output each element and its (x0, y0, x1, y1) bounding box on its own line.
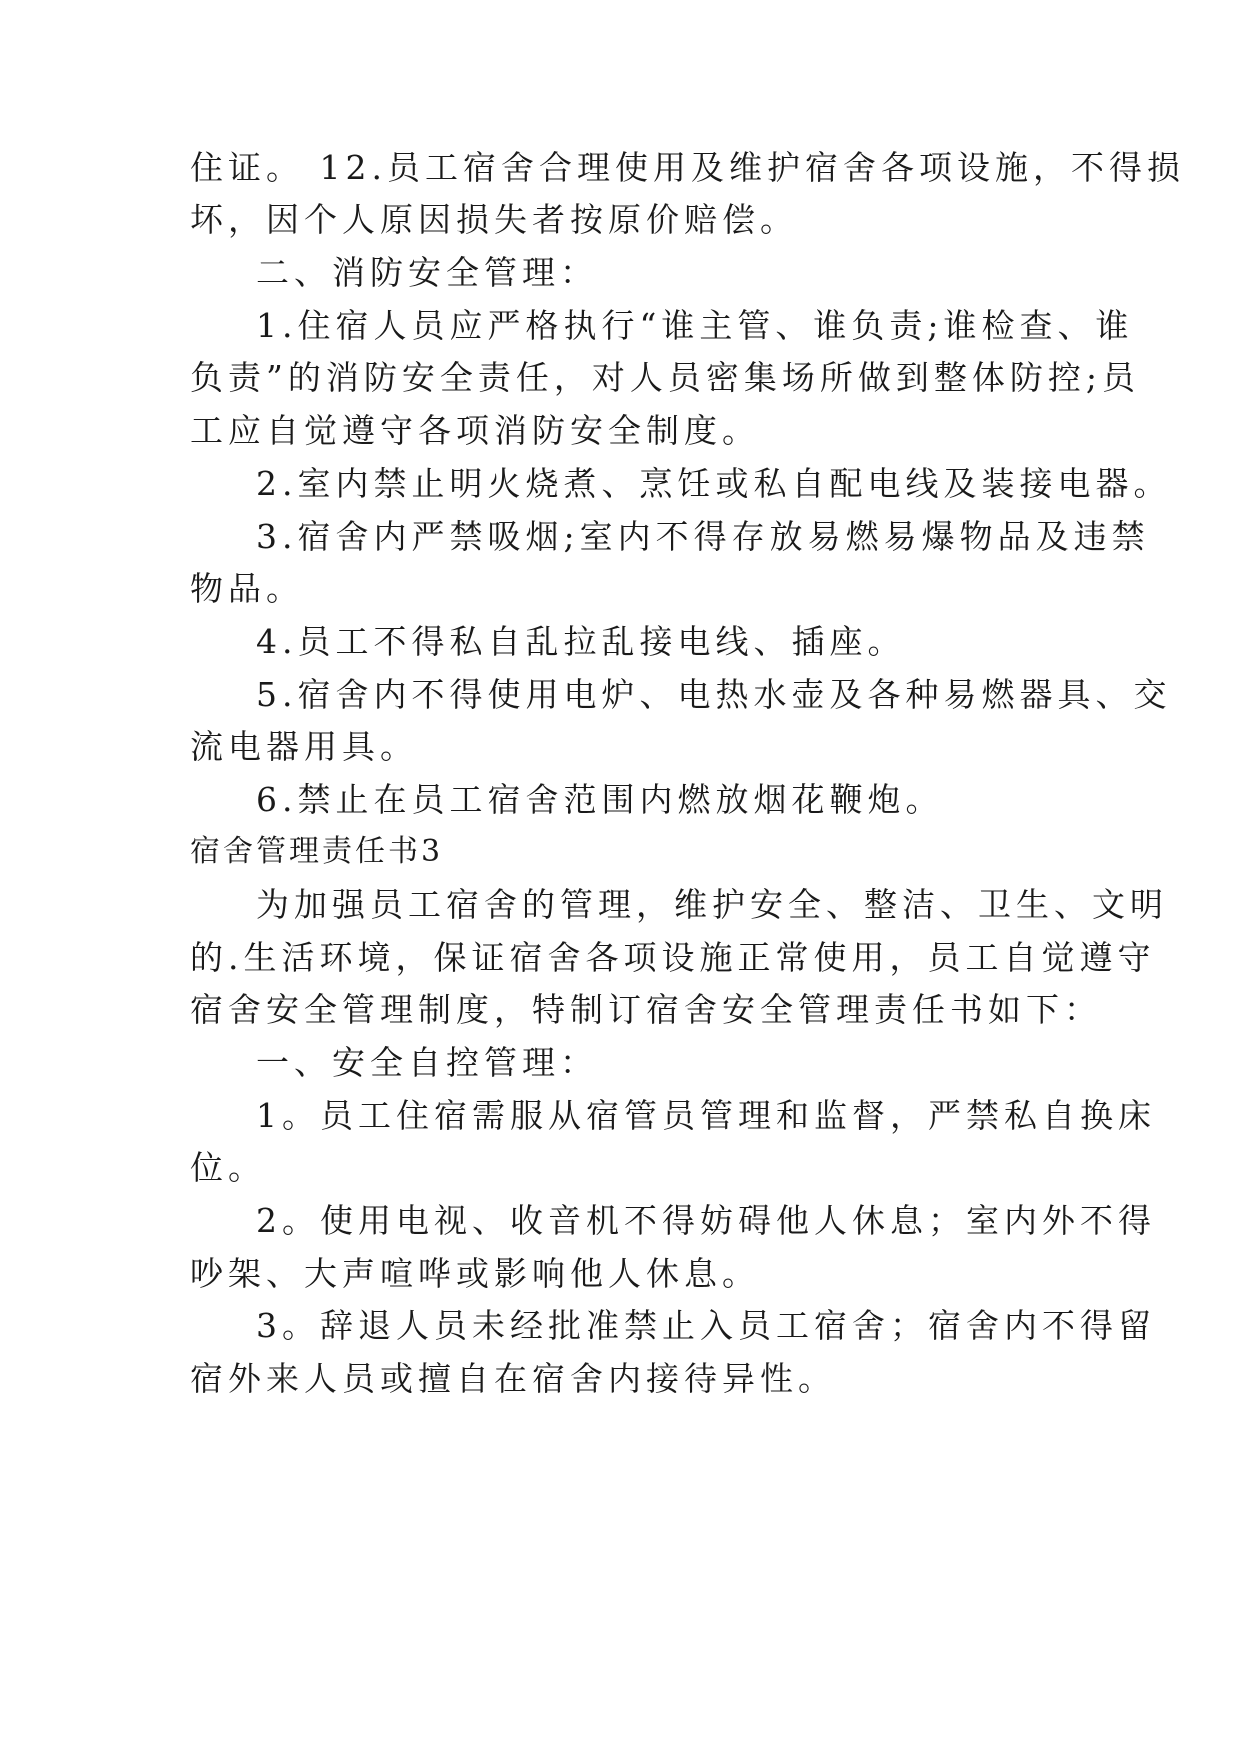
body-text-line: 为加强员工宿舍的管理，维护安全、整洁、卫生、文明 (256, 885, 1168, 924)
body-text-line: 1。员工住宿需服从宿管员管理和监督，严禁私自换床 (256, 1096, 1156, 1135)
body-text-line: 负责”的消防安全责任，对人员密集场所做到整体防控;员 (190, 358, 1140, 397)
section-heading: 二、消防安全管理： (256, 253, 598, 292)
body-text-line: 2.室内禁止明火烧煮、烹饪或私自配电线及装接电器。 (256, 464, 1172, 503)
body-text-line: 6.禁止在员工宿舍范围内燃放烟花鞭炮。 (256, 780, 944, 819)
body-text-line: 3.宿舍内严禁吸烟;室内不得存放易燃易爆物品及违禁 (256, 517, 1150, 556)
body-text-line: 3。辞退人员未经批准禁止入员工宿舍；宿舍内不得留 (256, 1306, 1156, 1345)
body-text-line: 宿外来人员或擅自在宿舍内接待异性。 (190, 1359, 836, 1398)
body-text-line: 流电器用具。 (190, 727, 418, 766)
body-text-line: 吵架、大声喧哗或影响他人休息。 (190, 1254, 760, 1293)
body-text-line: 坏，因个人原因损失者按原价赔偿。 (190, 200, 798, 239)
section-heading: 一、安全自控管理： (256, 1043, 598, 1082)
body-text-line: 物品。 (190, 569, 304, 608)
body-text-line: 位。 (190, 1148, 266, 1187)
body-text-line: 5.宿舍内不得使用电炉、电热水壶及各种易燃器具、交 (256, 675, 1172, 714)
body-text-line: 宿舍安全管理制度，特制订宿舍安全管理责任书如下： (190, 990, 1102, 1029)
body-text-line: 2。使用电视、收音机不得妨碍他人休息；室内外不得 (256, 1201, 1156, 1240)
body-text-line: 4.员工不得私自乱拉乱接电线、插座。 (256, 622, 906, 661)
body-text-line: 工应自觉遵守各项消防安全制度。 (190, 411, 760, 450)
body-text-line: 的.生活环境，保证宿舍各项设施正常使用，员工自觉遵守 (190, 938, 1156, 977)
body-text-line: 1.住宿人员应严格执行“谁主管、谁负责;谁检查、谁 (256, 306, 1134, 345)
body-text-line: 住证。 12.员工宿舍合理使用及维护宿舍各项设施，不得损 (190, 148, 1185, 187)
document-title: 宿舍管理责任书3 (190, 834, 444, 869)
